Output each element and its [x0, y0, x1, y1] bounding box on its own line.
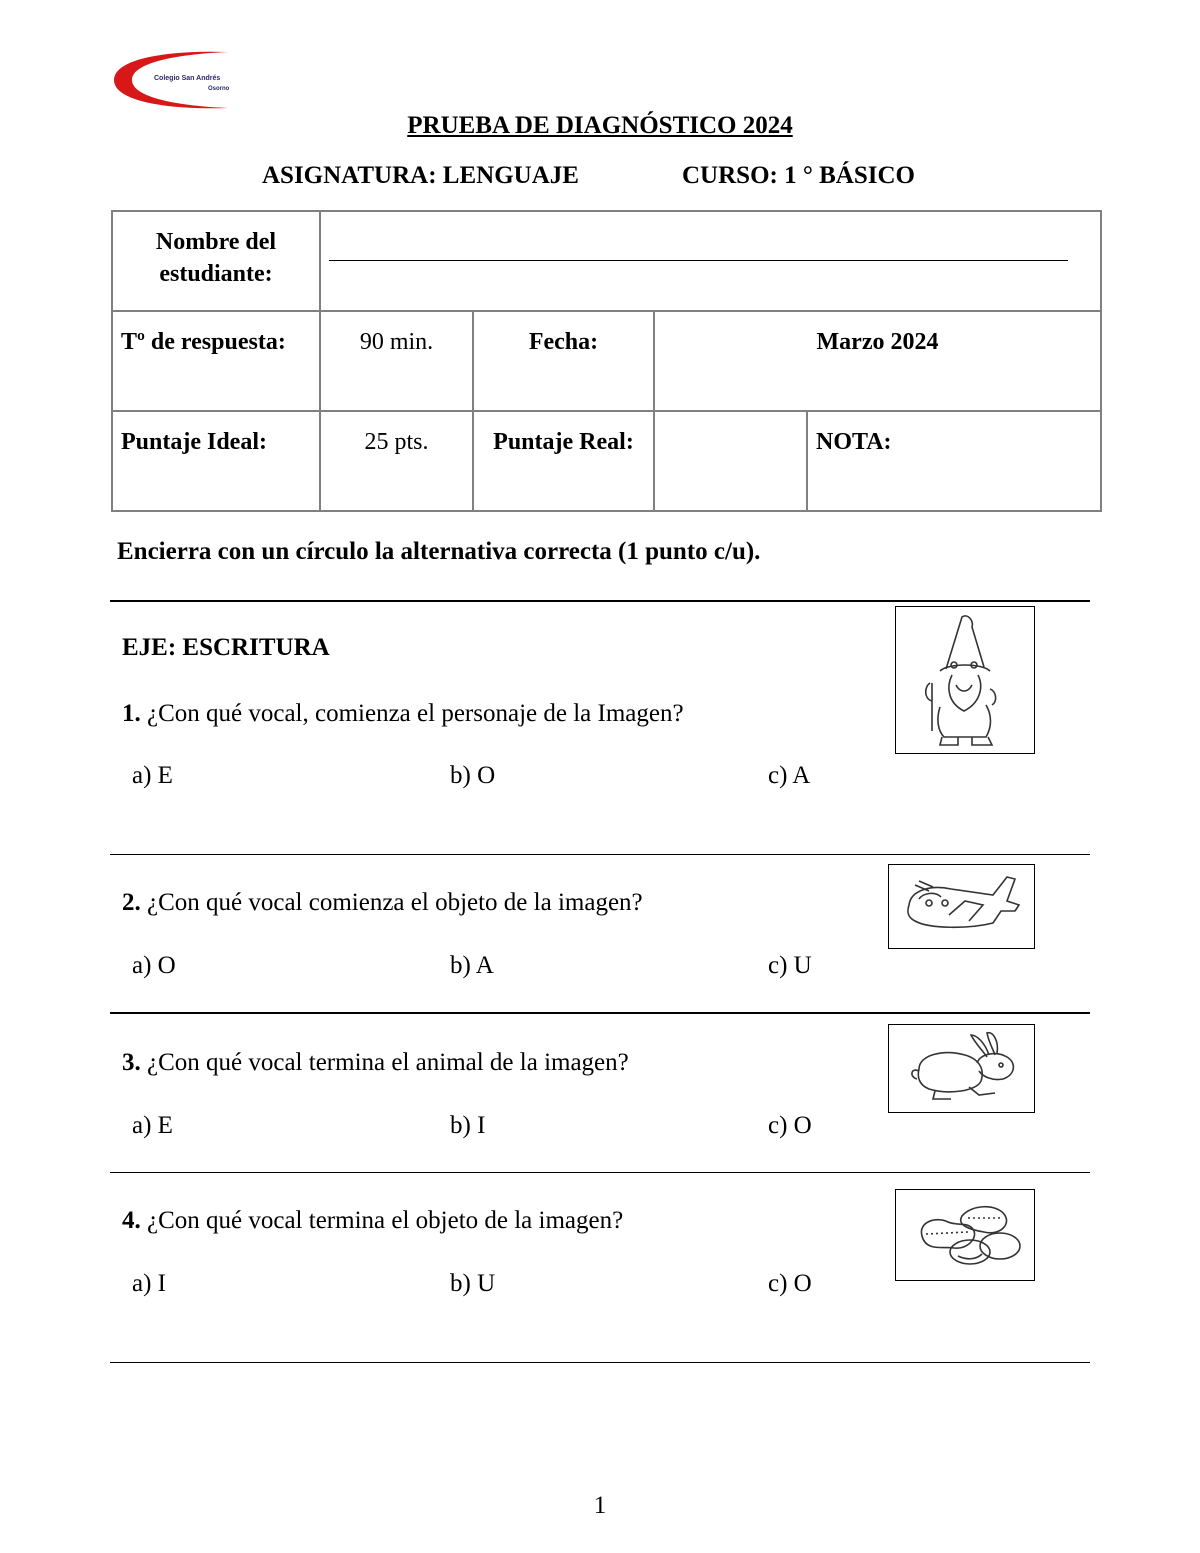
option-1b[interactable]: b) O — [450, 762, 496, 789]
gnome-icon — [895, 606, 1035, 754]
option-4b[interactable]: b) U — [450, 1270, 496, 1297]
divider — [110, 1362, 1090, 1363]
ideal-score-value: 25 pts. — [320, 411, 473, 511]
real-score-field[interactable] — [654, 411, 807, 511]
option-3a[interactable]: a) E — [132, 1112, 173, 1139]
svg-text:Osorno: Osorno — [208, 86, 230, 92]
peanuts-icon — [895, 1189, 1035, 1281]
divider — [110, 1012, 1090, 1014]
option-3c[interactable]: c) O — [768, 1112, 812, 1139]
option-2a[interactable]: a) O — [132, 952, 176, 979]
question-3: 3. ¿Con qué vocal termina el animal de la imagen? — [122, 1049, 629, 1076]
grade-label: NOTA: — [807, 411, 1101, 511]
instructions: Encierra con un círculo la alternativa correcta (1 punto c/u). — [117, 538, 761, 565]
option-2b[interactable]: b) A — [450, 952, 494, 979]
page-title: PRUEBA DE DIAGNÓSTICO 2024 — [407, 112, 793, 139]
axis-heading: EJE: ESCRITURA — [122, 634, 330, 661]
divider — [110, 854, 1090, 855]
response-time-value: 90 min. — [320, 311, 473, 411]
option-2c[interactable]: c) U — [768, 952, 812, 979]
student-name-label: Nombre del estudiante: — [112, 211, 320, 311]
airplane-icon — [888, 864, 1035, 949]
student-info-table — [111, 210, 1102, 512]
real-score-label: Puntaje Real: — [473, 411, 654, 511]
response-time-label: Tº de respuesta: — [112, 311, 320, 411]
option-4c[interactable]: c) O — [768, 1270, 812, 1297]
question-2: 2. ¿Con qué vocal comienza el objeto de la imagen? — [122, 889, 643, 916]
question-1: 1. ¿Con qué vocal, comienza el personaje de la Imagen? — [122, 700, 684, 727]
divider — [110, 1172, 1090, 1173]
svg-text:Colegio San Andrés: Colegio San Andrés — [154, 75, 221, 82]
page-number: 1 — [593, 1492, 607, 1519]
school-logo — [110, 50, 232, 110]
student-name-field[interactable] — [320, 211, 1101, 311]
ideal-score-label: Puntaje Ideal: — [112, 411, 320, 511]
rabbit-icon — [888, 1024, 1035, 1113]
question-4: 4. ¿Con qué vocal termina el objeto de la imagen? — [122, 1207, 624, 1234]
subject-label: ASIGNATURA: LENGUAJE — [262, 162, 579, 189]
option-3b[interactable]: b) I — [450, 1112, 486, 1139]
option-1c[interactable]: c) A — [768, 762, 811, 789]
date-value: Marzo 2024 — [654, 311, 1101, 411]
course-label: CURSO: 1 ° BÁSICO — [682, 162, 915, 189]
option-1a[interactable]: a) E — [132, 762, 173, 789]
option-4a[interactable]: a) I — [132, 1270, 166, 1297]
divider — [110, 600, 1090, 602]
date-label: Fecha: — [473, 311, 654, 411]
